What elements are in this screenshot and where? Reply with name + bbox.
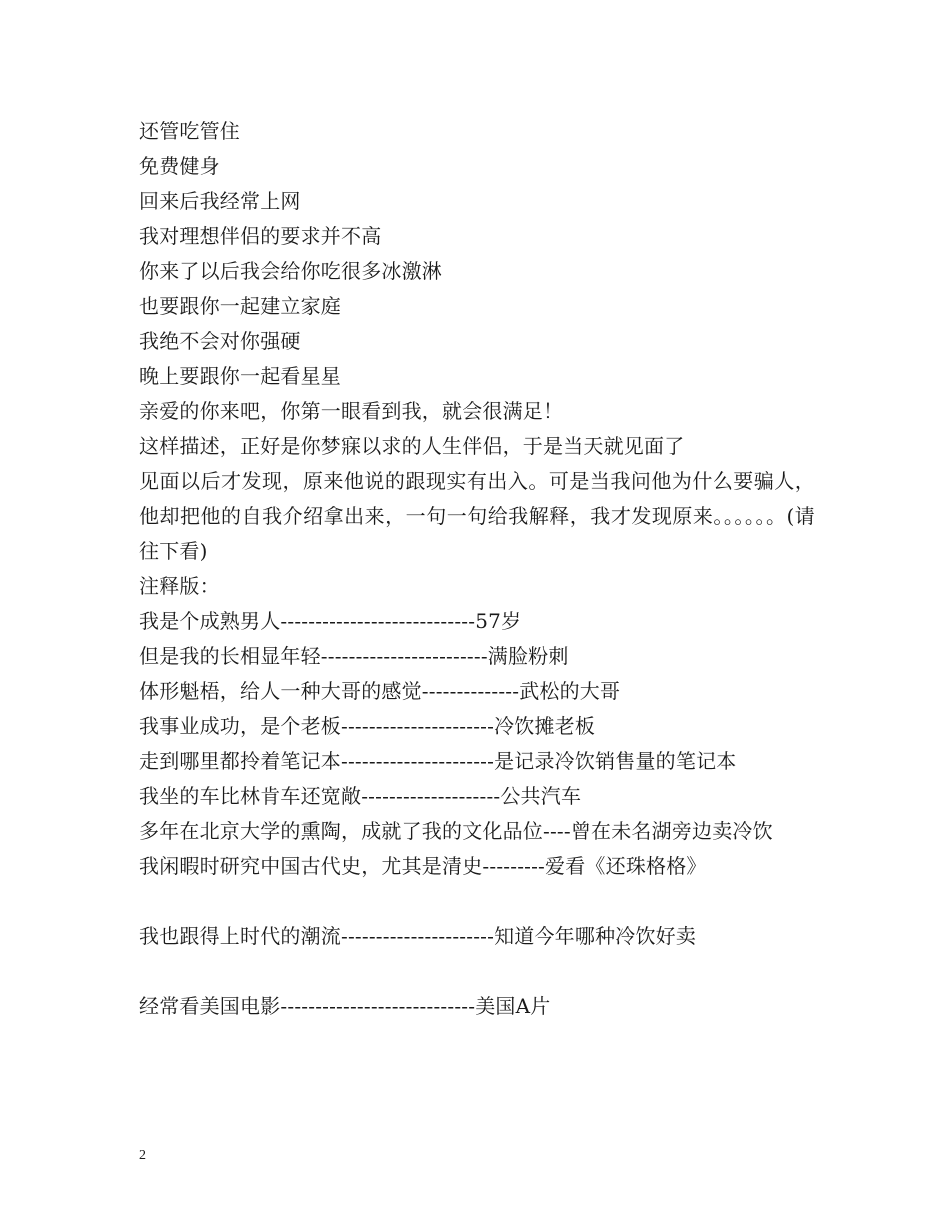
annotated-line: 经常看美国电影----------------------------美国A片 bbox=[139, 994, 551, 1018]
text-line: 回来后我经常上网 bbox=[139, 189, 301, 213]
blank-line bbox=[139, 954, 815, 989]
text-line: 亲爱的你来吧，你第一眼看到我，就会很满足！ bbox=[139, 399, 564, 423]
text-line: 晚上要跟你一起看星星 bbox=[139, 364, 341, 388]
text-line: 还管吃管住 bbox=[139, 119, 240, 143]
text-line: 你来了以后我会给你吃很多冰激淋 bbox=[139, 259, 442, 283]
annotated-line: 但是我的长相显年轻------------------------满脸粉刺 bbox=[139, 644, 569, 668]
section-heading: 注释版： bbox=[139, 574, 220, 598]
annotated-line: 我是个成熟男人----------------------------57岁 bbox=[139, 609, 522, 633]
text-line: 也要跟你一起建立家庭 bbox=[139, 294, 341, 318]
annotated-line: 我坐的车比林肯车还宽敞--------------------公共汽车 bbox=[139, 784, 582, 808]
text-line: 我绝不会对你强硬 bbox=[139, 329, 301, 353]
annotated-line: 我闲暇时研究中国古代史，尤其是清史---------爱看《还珠格格》 bbox=[139, 854, 707, 878]
annotated-line: 走到哪里都拎着笔记本----------------------是记录冷饮销售量的笔记本 bbox=[139, 749, 737, 773]
text-line: 我对理想伴侣的要求并不高 bbox=[139, 224, 382, 248]
annotated-line: 多年在北京大学的熏陶，成就了我的文化品位----曾在未名湖旁边卖冷饮 bbox=[139, 819, 773, 843]
document-body bbox=[139, 114, 815, 1024]
annotated-line: 我也跟得上时代的潮流----------------------知道今年哪种冷饮好卖 bbox=[139, 924, 697, 948]
blank-line bbox=[139, 884, 815, 919]
story-paragraph: 见面以后才发现，原来他说的跟现实有出入。可是当我问他为什么要骗人，他却把他的自我介绍拿出来，一句一句给我解释，我才发现原来。。。。。。(请往下看) bbox=[139, 469, 815, 563]
text-line: 免费健身 bbox=[139, 154, 220, 178]
text-line: 这样描述，正好是你梦寐以求的人生伴侣，于是当天就见面了 bbox=[139, 434, 685, 458]
annotated-line: 体形魁梧，给人一种大哥的感觉--------------武松的大哥 bbox=[139, 679, 621, 703]
annotated-line: 我事业成功，是个老板----------------------冷饮摊老板 bbox=[139, 714, 596, 738]
page-number: 2 bbox=[139, 1148, 146, 1163]
